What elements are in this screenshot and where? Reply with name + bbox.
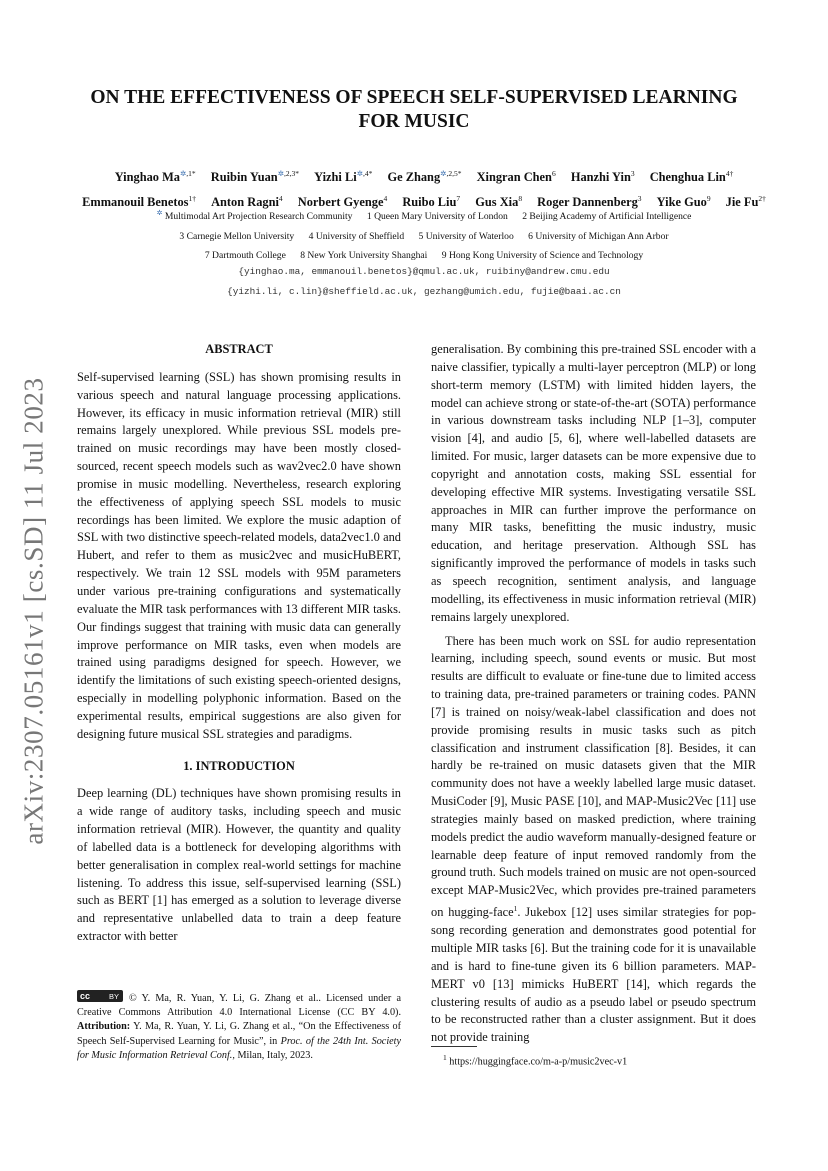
email-line: {yinghao.ma, emmanouil.benetos}@qmul.ac.uk, ruibiny@andrew.cmu.edu xyxy=(238,266,610,277)
affiliation: 2 Beijing Academy of Artificial Intelligence xyxy=(522,211,692,223)
author: Jie $Fu^{2\dagger}$ xyxy=(725,194,766,210)
author: Ge Zhang$^{✲,2,5*}$ xyxy=(387,169,462,185)
affiliation: 9 Hong Kong University of Science and Technology xyxy=(441,250,644,262)
author: Gus Xia$^8$ xyxy=(475,194,523,210)
abstract-text: Self-supervised learning (SSL) has shown promising results in various speech and natural language processing applications. However, its efficacy in music information retrieval (MIR) still remains largely unexplored. While previous SSL models pre-trained on music recordings may have been mostly closed-sourced, recent speech models such as wav2vec2.0 have shown promise in music modelling. Nevertheless, research exploring the effectiveness of applying speech SSL models to music recordings has been limited. We explore the music adaption of SSL with two distinctive speech-related models, data2vec1.0 and Hubert, and refer to them as music2vec and musicHuBERT, respectively. We train 12 SSL models with 95M parameters under various pre-training configurations and systematically evaluate the MIR task performances with 13 different MIR tasks. Our findings suggest that training with music data can generally improve performance on MIR tasks, even when models are trained using paradigms designed for speech. However, we identify the limitations of such existing speech-oriented designs, especially in modelling polyphonic information. Based on the experimental results, empirical suggestions are also given for designing future musical SSL strategies and paradigms. xyxy=(77,369,401,741)
right-column xyxy=(431,341,756,1047)
affiliation: 1 Queen Mary University of London xyxy=(366,211,508,223)
affiliation: 7 Dartmouth College xyxy=(204,250,286,262)
introduction-paragraph: There has been much work on SSL for audio representation learning, including speech, sound events or music. But most results are difficult to evaluate or fine-tune due to limited access to training data, pre-trained parameters or training codes. PANN [7] is trained on noisy/weak-label classification and does not provide promising results in music tasks such as pitch classification and instrument classification [8]. Besides, it can hardly be re-trained on music datasets given that the MIR community does not have a weekly labelled large music dataset. MusiCoder [9], Music PASE [10], and MAP-Music2Vec [11] use strategies mainly based on masked prediction, where training models predict the audio waveform manually-designed feature or learnable deep feature of input removed randomly from the ground truth. Such models trained on music are not open-sourced except MAP-Music2Vec, which provides pre-trained parameters on hugging-face$^1$. Jukebox [12] uses similar strategies for pop-song recording generation and demonstrates good potential for multiple MIR tasks [6]. But the training code for it is unavailable and is hard to fine-tune given its 6 billion parameters. MAP-MERT v0 [13] mimicks HuBERT [14], which regards the clustering results of audio as a pseudo label or pseudo spectrum to be reconstructed rather than a cluster assignment. But it does not provide training xyxy=(431,633,756,1045)
affiliation: 5 University of Waterloo xyxy=(418,230,514,242)
affiliation-list xyxy=(60,204,788,266)
community-icon: ✲ xyxy=(156,209,163,217)
affiliation: 3 Carnegie Mellon University xyxy=(179,230,295,242)
author: Ruibo Liu$^7$ xyxy=(402,194,461,210)
author: Yinghao $Ma^{✲,1*}$ xyxy=(114,169,196,185)
arxiv-identifier-text: arXiv:2307.05161v1 [cs.SD] 11 Jul 2023 xyxy=(18,377,49,845)
license-footnote: cc BY© Y. Ma, R. Yuan, Y. Li, G. Zhang et al.. Licensed under a Creative Commons Attribution 4.0 International License (CC BY 4.0). Attribution: Y. Ma, R. Yuan, Y. Li, G. Zhang et al., “On the Effectiveness of Speech Self-Supervised Learning for Music”, in Proc. of the 24th Int. Society for Music Information Retrieval Conf., Milan, Italy, 2023. xyxy=(77,990,401,1063)
author: Yizhi $Li^{✲,4*}$ xyxy=(314,169,373,185)
affiliation: 8 New York University Shanghai xyxy=(300,250,428,262)
author: Xingran Chen$^6$ xyxy=(476,169,556,185)
left-column xyxy=(77,341,401,946)
author: Yike Guo$^9$ xyxy=(656,194,711,210)
paper-title: ON THE EFFECTIVENESS OF SPEECH SELF-SUPERVISED LEARNING FOR MUSIC xyxy=(90,87,738,132)
affiliation: 4 University of Sheffield xyxy=(308,230,405,242)
cc-by-icon xyxy=(77,990,123,1002)
affiliation: ✲ Multimodal Art Projection Research Community xyxy=(156,209,353,223)
author: Hanzhi Yin$^3$ xyxy=(570,169,635,185)
author: Emmanouil Benetos$^{1\dagger}$ xyxy=(82,194,196,210)
email-line: {yizhi.li, c.lin}@sheffield.ac.uk, gezhang@umich.edu, fujie@baai.ac.cn xyxy=(227,285,621,297)
introduction-paragraph: Deep learning (DL) techniques have shown promising results in a wide range of auditory tasks, including speech and music information retrieval (MIR). However, the quantity and quality of labelled data is a bottleneck for developing algorithms with better generalisation in complex real-world settings for machine listening. To address this issue, self-supervised learning (SSL) such as BERT [1] has emerged as a solution to leverage diverse and representative unlabelled data to train a deep feature extractor with better xyxy=(77,786,401,944)
author: Ruibin Yuan$^{✲,2,3*}$ xyxy=(210,169,299,185)
author: Roger Dannenberg$^3$ xyxy=(537,194,642,210)
footnote-link[interactable]: https://huggingface.co/m-a-p/music2vec-v1 xyxy=(449,1056,628,1068)
abstract-heading: ABSTRACT xyxy=(205,342,273,356)
affiliation: 6 University of Michigan Ann Arbor xyxy=(528,230,669,242)
attribution-label: Attribution: xyxy=(77,1021,131,1033)
introduction-heading: 1. INTRODUCTION xyxy=(183,758,295,773)
author: Chenghua Lin$^{4\dagger}$ xyxy=(649,169,734,185)
author-emails xyxy=(60,262,788,301)
footnote: $^1$ https://huggingface.co/m-a-p/music2vec-v1 xyxy=(443,1053,628,1068)
author: Norbert Gyenge$^4$ xyxy=(297,194,388,210)
footnote-divider xyxy=(431,1046,477,1047)
arxiv-identifier xyxy=(14,376,54,846)
introduction-paragraph: generalisation. By combining this pre-trained SSL encoder with a naive classifier, typically a multi-layer perceptron (MLP) or long short-term memory (LSTM) with limited hidden layers, the model can achieve strong or state-of-the-art (SOTA) performance in various downstream tasks including NLP [1–3], computer vision [4], and audio [5, 6], where well-labelled datasets are limited. For music, larger datasets can be more expensive due to copyright and annotation costs, making SSL essential for developing effective MIR systems. Investigating versatile SSL approaches in MIR can further improve the performance on many MIR tasks, benefitting the music industry, music education, and heritage preservation. Although SSL has significantly improved the performance of models in tasks such as speech recognition, sentiment analysis, and language modelling, its effectiveness in music information retrieval (MIR) remains largely unexplored. xyxy=(431,342,756,624)
author: Anton Ragni$^4$ xyxy=(211,194,283,210)
footnote-marker: 1 xyxy=(513,904,518,914)
